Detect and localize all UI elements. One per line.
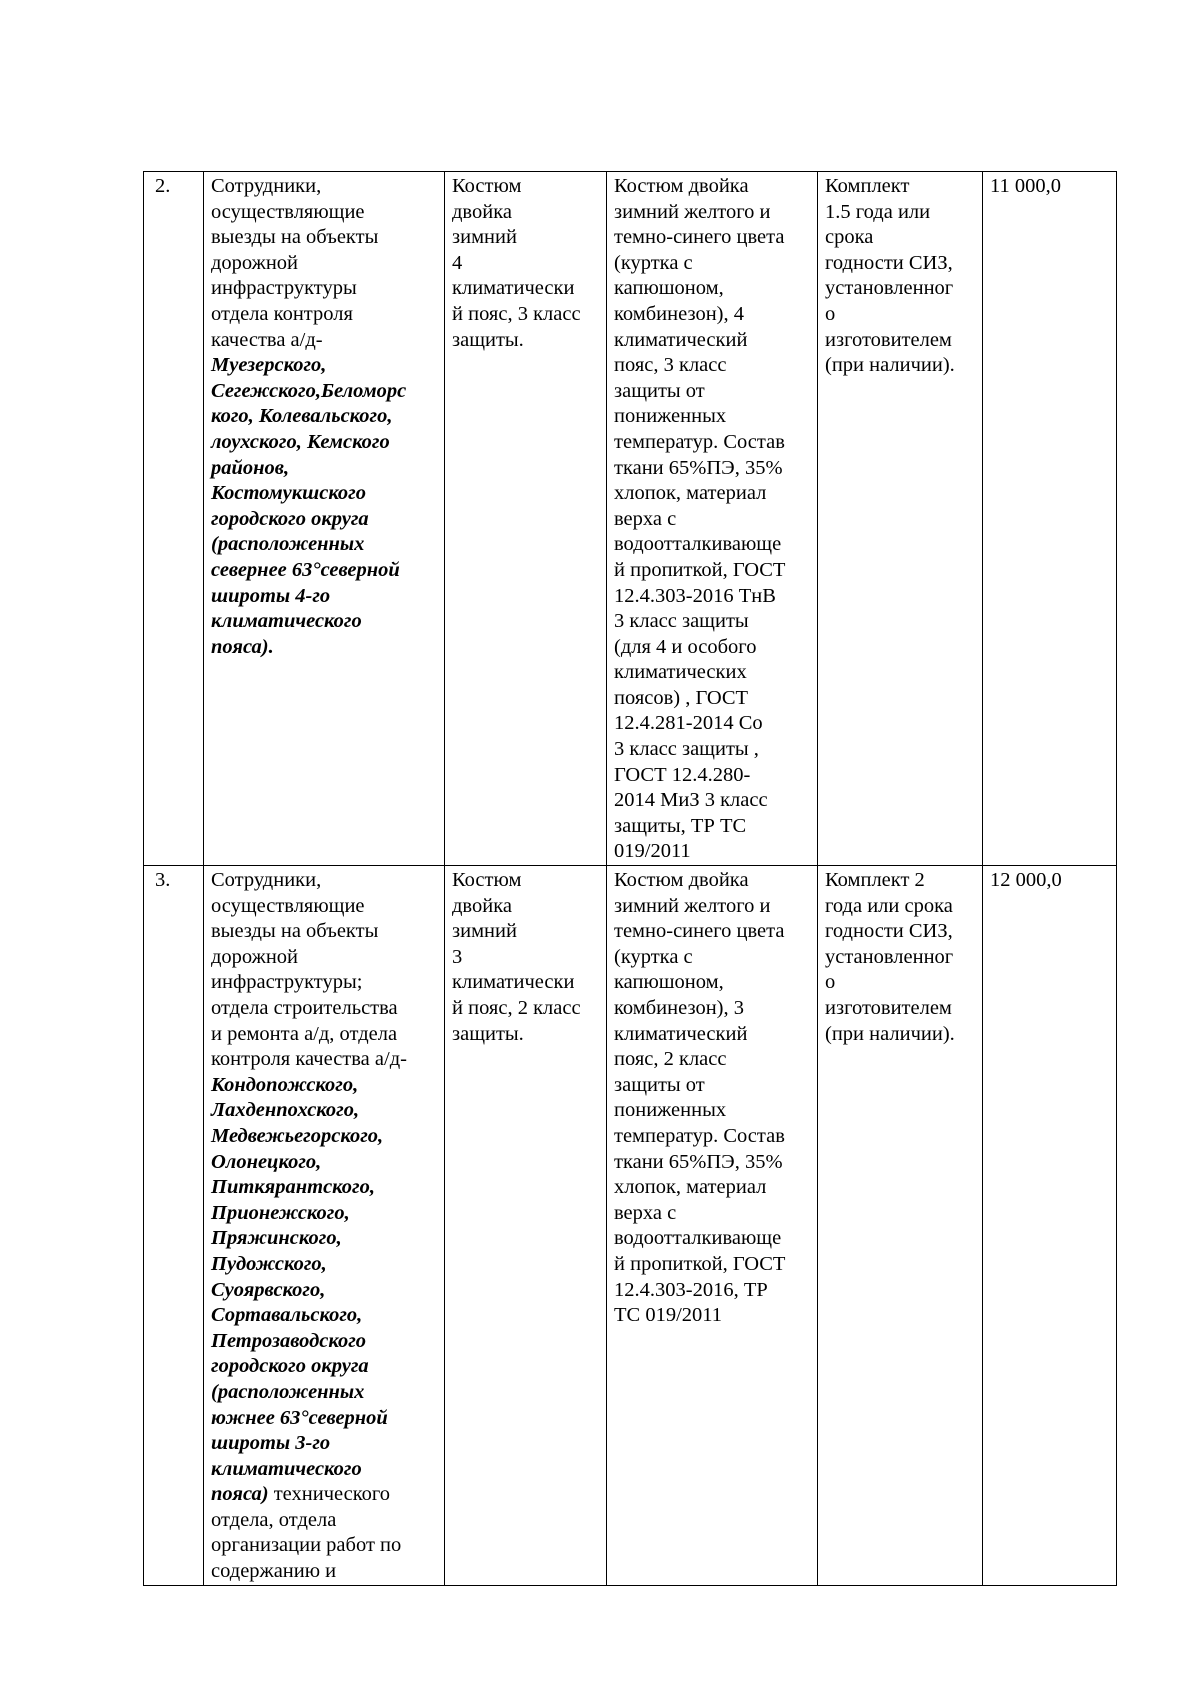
cell-line: Комплект [825, 175, 910, 197]
employee-line-text: севернее 63°северной [211, 558, 400, 581]
cell-line: темно-синего цвета [614, 920, 785, 943]
employee-line-text: Олонецкого, [211, 1150, 322, 1173]
cell-line: 1.5 года или [825, 200, 931, 223]
cell-line: защиты от [614, 1073, 705, 1096]
employee-line [211, 1457, 437, 1483]
employee-line [211, 919, 437, 945]
cell-line: (куртка с [614, 251, 693, 274]
employee-line [211, 1508, 437, 1534]
cell-line: 12.4.303-2016, ТР [614, 1278, 768, 1301]
employee-line-text: инфраструктуры [211, 277, 357, 300]
cell-line: Костюм двойка [614, 869, 749, 892]
employee-line [211, 1278, 437, 1304]
cell-line: ткани 65%ПЭ, 35% [614, 456, 783, 479]
cell-line: годности СИЗ, [825, 920, 953, 943]
cell-line: зимний желтого и [614, 200, 771, 223]
employee-line-text: климатического [211, 610, 362, 633]
employee-line-text: (расположенных [211, 533, 365, 556]
cell-line: комбинезон), 3 [614, 997, 744, 1019]
cell-line: Костюм [452, 869, 522, 892]
cell-line: пониженных [614, 1099, 727, 1122]
employee-line [211, 532, 437, 558]
employee-line [211, 1047, 437, 1073]
employee-line-text: и ремонта а/д, отдела [211, 1022, 398, 1045]
row-number: 3. [144, 866, 204, 1586]
employee-line-text: Сортавальского, [211, 1304, 363, 1327]
cell-line: защиты. [452, 328, 524, 351]
employee-line-text: климатического [211, 1457, 362, 1480]
row-number: 2. [144, 172, 204, 866]
employee-line [211, 945, 437, 971]
employee-line-text: отдела контроля [211, 302, 353, 325]
cell-line: 12.4.303-2016 ТнВ [614, 584, 776, 607]
cell-line: (при наличии). [825, 1022, 955, 1045]
cell-line: верха с [614, 1201, 677, 1224]
employee-line-text: кого, Колевальского, [211, 405, 393, 428]
cell-line: пояс, 3 класс [614, 354, 727, 377]
cell-line: климатический [614, 328, 748, 351]
employee-line [211, 276, 437, 302]
cell-line: водоотталкивающе [614, 533, 782, 556]
cell-line: годности СИЗ, [825, 251, 953, 274]
employee-line [211, 868, 437, 894]
cell-line: изготовителем [825, 328, 952, 351]
cell-line: срока [825, 226, 874, 249]
employee-line-text: Сотрудники, [211, 869, 322, 892]
employee-line [211, 1201, 437, 1227]
cell-line: хлопок, материал [614, 1176, 767, 1199]
employee-line-text: Прионежского, [211, 1201, 350, 1224]
cell-line: защиты. [452, 1022, 524, 1045]
cell-line: Костюм двойка [614, 175, 749, 197]
employee-line [211, 1533, 437, 1559]
cell-line: водоотталкивающе [614, 1227, 782, 1250]
cell-line: (при наличии). [825, 354, 955, 377]
cell-line: ТС 019/2011 [614, 1304, 723, 1327]
employee-line [211, 635, 437, 661]
employee-line-text: Муезерского, [211, 354, 327, 377]
employee-line-text: Кондопожского, [211, 1073, 359, 1096]
price-cell: 11 000,0 [983, 172, 1117, 866]
employee-line-text: выезды на объекты [211, 226, 379, 249]
employee-line-text: Медвежьегорского, [211, 1124, 384, 1147]
employee-line-text: городского округа [211, 507, 369, 530]
table-row [144, 866, 1117, 1586]
cell-line: года или срока [825, 894, 953, 917]
employee-line [211, 1380, 437, 1406]
employee-line [211, 353, 437, 379]
cell-line: 019/2011 [614, 840, 691, 863]
cell-line: климатический [614, 1022, 748, 1045]
employee-line [211, 1431, 437, 1457]
cell-line: климатически [452, 277, 575, 300]
item-name-cell [445, 866, 607, 1586]
employee-line [211, 1406, 437, 1432]
employee-line [211, 894, 437, 920]
employee-line [211, 1354, 437, 1380]
cell-line: ГОСТ 12.4.280- [614, 763, 751, 786]
employee-line [211, 1226, 437, 1252]
employee-line-text: организации работ по [211, 1534, 402, 1557]
cell-line: темно-синего цвета [614, 226, 785, 249]
cell-line: изготовителем [825, 997, 952, 1019]
cell-line: Костюм [452, 175, 522, 197]
description-cell [607, 866, 818, 1586]
employee-line [211, 558, 437, 584]
cell-line: 12.4.281-2014 Со [614, 712, 763, 735]
cell-line: й пропиткой, ГОСТ [614, 1252, 786, 1275]
employee-line-text: Лахденпохского, [211, 1099, 360, 1122]
cell-line: температур. Состав [614, 1124, 785, 1147]
cell-line: комбинезон), 4 [614, 302, 744, 325]
employee-line [211, 609, 437, 635]
employee-line [211, 970, 437, 996]
cell-line: климатических [614, 661, 747, 684]
employee-line-text: широты 3-го [211, 1432, 331, 1455]
cell-line: о [825, 971, 836, 994]
employee-line-text: Питкярантского, [211, 1176, 375, 1199]
employees-cell [204, 172, 445, 866]
employee-line [211, 225, 437, 251]
employee-line-text: районов, [211, 456, 290, 479]
cell-line: зимний желтого и [614, 894, 771, 917]
employee-line [211, 1303, 437, 1329]
employee-line-text: Костомукшского [211, 482, 367, 505]
employee-line [211, 1252, 437, 1278]
cell-line: 3 [452, 945, 463, 968]
employee-line-text: широты 4-го [211, 584, 331, 607]
cell-line: защиты от [614, 379, 705, 402]
cell-line: капюшоном, [614, 971, 724, 994]
cell-line: й пояс, 2 класс [452, 997, 581, 1019]
employee-line [211, 456, 437, 482]
employee-line [211, 481, 437, 507]
employee-line-text: Сегежского,Беломорс [211, 379, 407, 402]
term-cell [818, 172, 983, 866]
employee-line-text: инфраструктуры; [211, 971, 363, 994]
cell-line: поясов) , ГОСТ [614, 686, 749, 709]
employee-line [211, 379, 437, 405]
employee-line-text: содержанию и [211, 1560, 337, 1583]
employee-line [211, 1559, 437, 1585]
employee-line [211, 200, 437, 226]
employee-line-text: лоухского, Кемского [211, 430, 390, 453]
cell-line: капюшоном, [614, 277, 724, 300]
employees-cell [204, 866, 445, 1586]
employee-line-text: выезды на объекты [211, 920, 379, 943]
employee-line-text: отдела, отдела [211, 1508, 337, 1531]
term-cell [818, 866, 983, 1586]
employee-line-text: пояса). [211, 635, 274, 658]
item-name-cell [445, 172, 607, 866]
cell-line: климатически [452, 971, 575, 994]
employee-line-text: Суоярвского, [211, 1278, 326, 1301]
employee-line [211, 1482, 437, 1508]
cell-line: защиты, ТР ТС [614, 814, 747, 837]
cell-line: пониженных [614, 405, 727, 428]
cell-line: зимний [452, 226, 517, 249]
cell-line: (для 4 и особого [614, 635, 757, 658]
cell-line: пояс, 2 класс [614, 1048, 727, 1071]
employee-line-text: Пудожского, [211, 1252, 327, 1275]
employee-line-tail: технического [268, 1483, 391, 1506]
employee-line-text: контроля качества а/д- [211, 1048, 407, 1071]
employee-line [211, 584, 437, 610]
employee-line-text: Сотрудники, [211, 175, 322, 197]
employee-line-text: осуществляющие [211, 894, 365, 917]
employee-line-text: (расположенных [211, 1380, 365, 1403]
employee-line-text: дорожной [211, 251, 299, 274]
employee-line [211, 1175, 437, 1201]
employee-line [211, 1098, 437, 1124]
employee-line [211, 404, 437, 430]
employee-line [211, 174, 437, 200]
employee-line [211, 1329, 437, 1355]
cell-line: зимний [452, 920, 517, 943]
cell-line: хлопок, материал [614, 482, 767, 505]
employee-line-text: пояса) [211, 1483, 269, 1506]
employee-line [211, 328, 437, 354]
ppe-spec-table [143, 171, 1117, 1586]
cell-line: 3 класс защиты [614, 610, 749, 633]
employee-line-text: качества а/д- [211, 328, 323, 351]
table-row [144, 172, 1117, 866]
employee-line [211, 302, 437, 328]
employee-line [211, 996, 437, 1022]
description-cell [607, 172, 818, 866]
price-cell: 12 000,0 [983, 866, 1117, 1586]
employee-line [211, 1150, 437, 1176]
cell-line: Комплект 2 [825, 869, 925, 892]
employee-line [211, 507, 437, 533]
cell-line: установленног [825, 945, 954, 968]
employee-line-text: Петрозаводского [211, 1329, 367, 1352]
cell-line: температур. Состав [614, 430, 785, 453]
employee-line [211, 1073, 437, 1099]
cell-line: й пропиткой, ГОСТ [614, 558, 786, 581]
cell-line: установленног [825, 277, 954, 300]
cell-line: 3 класс защиты , [614, 738, 759, 761]
cell-line: 4 [452, 251, 463, 274]
employee-line-text: осуществляющие [211, 200, 365, 223]
cell-line: й пояс, 3 класс [452, 302, 581, 325]
cell-line: ткани 65%ПЭ, 35% [614, 1150, 783, 1173]
cell-line: о [825, 302, 836, 325]
employee-line-text: южнее 63°северной [211, 1406, 388, 1429]
employee-line-text: отдела строительства [211, 997, 398, 1019]
employee-line [211, 1124, 437, 1150]
cell-line: двойка [452, 894, 512, 917]
employee-line-text: городского округа [211, 1355, 369, 1378]
cell-line: (куртка с [614, 945, 693, 968]
employee-line-text: дорожной [211, 945, 299, 968]
cell-line: 2014 МиЗ 3 класс [614, 789, 768, 812]
cell-line: верха с [614, 507, 677, 530]
employee-line [211, 1022, 437, 1048]
employee-line [211, 251, 437, 277]
employee-line [211, 430, 437, 456]
employee-line-text: Пряжинского, [211, 1227, 342, 1250]
cell-line: двойка [452, 200, 512, 223]
